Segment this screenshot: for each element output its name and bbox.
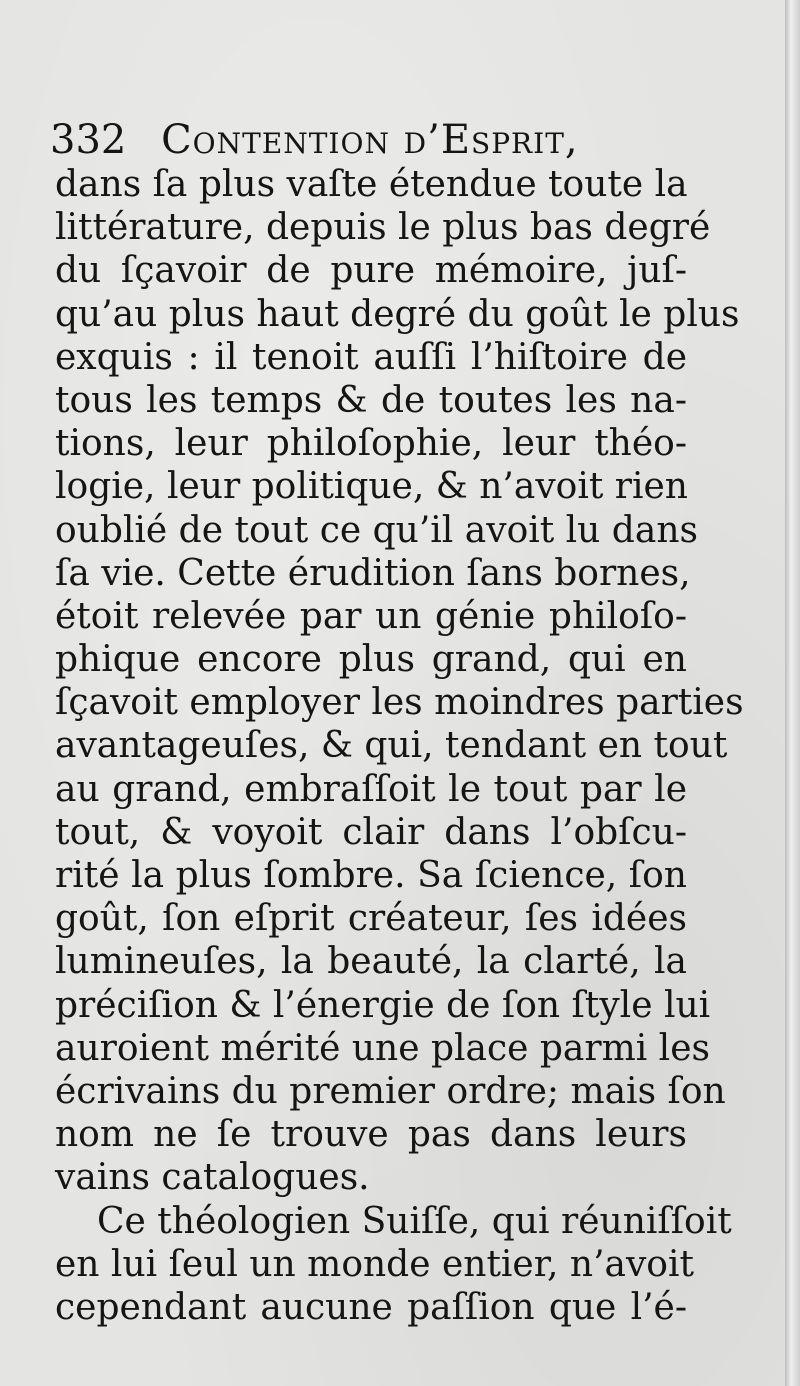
text-line: goût, ſon eſprit créateur, ſes idées (55, 898, 687, 940)
text-line: dans ſa plus vaſte étendue toute la (55, 164, 688, 205)
text-line: qu’au plus haut degré du goût le plus (55, 293, 740, 335)
page-number: 332 (50, 117, 127, 163)
text-line: phique encore plus grand, qui en (55, 639, 687, 681)
paragraph-start-line: Ce théologien Suiſſe, qui réuniſſoit (97, 1200, 732, 1242)
text-line: du ſçavoir de pure mémoire, juſ- (55, 250, 687, 292)
text-line: oublié de tout ce qu’il avoit lu dans (55, 509, 698, 551)
text-line: lumineuſes, la beauté, la clarté, la (55, 941, 687, 983)
text-line: ſa vie. Cette érudition ſans bornes, (55, 552, 691, 594)
text-line: nom ne ſe trouve pas dans leurs (55, 1114, 687, 1156)
page-edge (785, 0, 800, 1386)
text-line: au grand, embraſſoit le tout par le (55, 768, 687, 810)
text-line: ſçavoit employer les moindres parties (55, 682, 744, 724)
page-header (50, 112, 740, 168)
paragraph-end-line: vains catalogues. (55, 1157, 370, 1199)
text-line: littérature, depuis le plus bas degré (55, 207, 711, 249)
text-line: étoit relevée par un génie philoſo- (55, 595, 687, 637)
text-line: écrivains du premier ordre; mais ſon (55, 1070, 726, 1112)
text-line: logie, leur politique, & n’avoit rien (55, 466, 688, 508)
text-line: tous les temps & de toutes les na- (55, 379, 687, 421)
body-text (55, 163, 744, 1329)
running-head: Contention d’Esprit, (161, 117, 579, 163)
text-line: tout, & voyoit clair dans l’obſcu- (55, 811, 687, 853)
text-line: préciſion & l’énergie de ſon ſtyle lui (55, 984, 711, 1026)
text-line: rité la plus ſombre. Sa ſcience, ſon (55, 855, 687, 896)
text-line: avantageuſes, & qui, tendant en tout (55, 725, 728, 767)
text-line: tions, leur philoſophie, leur théo- (55, 423, 687, 465)
text-line: cependant aucune paſſion que l’é- (55, 1286, 687, 1328)
text-line: exquis : il tenoit auſſi l’hiſtoire de (55, 336, 687, 378)
text-line: auroient mérité une place parmi les (55, 1027, 710, 1069)
text-line: en lui ſeul un monde entier, n’avoit (55, 1243, 694, 1285)
